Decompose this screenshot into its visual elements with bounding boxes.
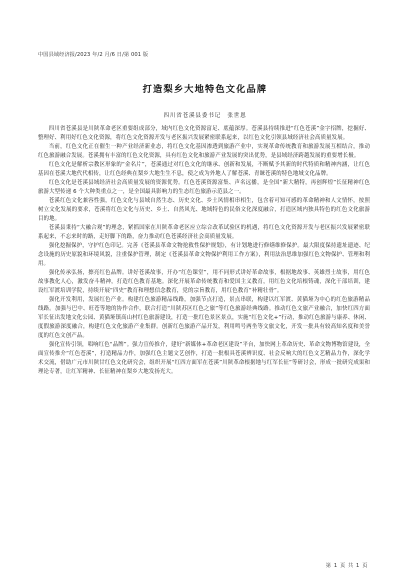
article-paragraph: 当前，红色文化正在催生一种产业经济新业态，将红色文化基因渗透到旅游产业中，实现革命传统教育和旅游发展互相结合，推动红色旅游融合发展。苍溪拥有丰富的红色文化资源，具有红色文化和旅游产业发展的突出优势，是县域经济跨越发展的重要增长极。 xyxy=(38,144,370,159)
article-paragraph: 强化传承弘扬，擦亮红色品牌。讲好苍溪故事，开办“红色课堂”，用不同形式讲好革命故事，根据地故事、英雄烈士故事，用红色故事教化人心，激发奋斗精神，打造红色教育基地。深化开展革命传统教育和爱国主义教育，用红色文化培根铸魂，深化干部培训，建设红军渡培训学院，持续开展“四史”教育和理想信念教育，党的宗旨教育，用红色教育“补精壮骨”。 xyxy=(38,270,370,294)
page-indicator: 第 1 页 共 1 页 xyxy=(325,563,368,569)
article-paragraph: 红色文化是苍溪县域经济社会高质量发展的资源优势。红色苍溪资源富集、声名远播，是全国“新大精特，再创辉煌”长征精神红色旅游大型传递 6 个大种类重点之一，是全国最具影响力的生态红色旅游示范县之一。 xyxy=(38,180,370,195)
article-paragraph: 强化挖掘保护，守护红色印记。完善《苍溪县革命文物抢救性保护规划》，有计划地进行修缮维修保护。最大限度保持遗址遗迹、纪念设施的历史原貌和环境风貌，注重保护管理，制定《苍溪县革命文物保护利用工作方案》，利用法治思维加强红色文物保护、管理和利用。 xyxy=(38,243,370,267)
article-paragraph: 苍溪红色文化兼容性强，红色文化与县域自然生态、历史文化、乡土风情相串相生，包含着可知可感的革命精神和人文情怀，按照树立文化发展的要求，苍溪将红色文化与历史、乡土、自然风光、地域特色的民俗文化深度融合，打造区域内独具特色的红色文化旅游目的地。 xyxy=(38,198,370,222)
article-byline: 四川省苍溪县委书记 张世恩 xyxy=(163,113,247,119)
article-paragraph: 苍溪县秉持“大融合观”的理念，紧抓国家在川陕革命老区应立综合改革试验区的机遇，将红色文化资源开发与老区振兴发展紧密联系起来，不忘来时的路，走好脚下的路，奋力推动红色苍溪经济社会高质量发展。 xyxy=(38,225,370,240)
article-title: 打造梨乡大地特色文化品牌 xyxy=(142,84,268,95)
article-paragraph: 强化宣传引领，唱响红色“品牌”。强力宣传推介，建好“新媒体+革命老区建设”平台，加快网上革命历史、革命文物博物馆建设，全面宣传推介“红色苍溪”，打造精品力作，加强红色主题文艺创作，打造一批根具苍溪辨识度、社会反响大的红色文艺精品力作，深化学术交流，借助广元市川陕甘红色文化研究会，组织开展“红四方面军在苍溪”川陕革命根据地与红军长征”等研讨会，形成一批研究成果和理论专著，让红军精神、长征精神在梨乡大地发扬光大。 xyxy=(38,342,370,375)
article-body xyxy=(38,125,370,548)
journal-header: 中国县域经济报/2023 年/2 月/6 日/第 001 版 xyxy=(38,52,149,58)
article-paragraph: 红色文化是解析宗教区形象的“金名片”，苍溪通过对红色文化的继承、创新和发展，不断赋予其新的时代特质和精神内涵，让红色基因在苍溪大地代代相传，让红色经典在梨乡大地生生不息，使之成为外地人了解苍溪、青睐苍溪的特色地域文化品牌。 xyxy=(38,162,370,177)
article-paragraph: 强化开发利用，发展红色产业。构建红色旅游精品线路，加强节点打造，景点串联，构建以红军渡、黄猫垭为中心的红色旅游精品线路。加强与巴中、旺苍等地的协作合作，联合打造“川陕苏区红色之旅”等红色旅游经典线路。推动红色文旅产业融合，加快红四方面军长征出发地文化公园、黄猫垭镇高山村红色旅游建设，打造一批红色景区景点，实施“红色文化+”行动，推动红色旅游与康养、休闲、度假旅游深度融合，构建红色文化旅游产业集群。创新红色旅游产品开发，利用鸣号两坐等文旅文化，开发一批具有较高知名度和美誉度的红色文创产品。 xyxy=(38,297,370,339)
article-paragraph: 四川省苍溪县是川陕革命老区重要组成部分，域内红色文化资源富足、底蕴深厚。苍溪县持续推进“红色苍溪”金字招牌，挖掘好、整理好、利用好红色文化资源，将红色文化资源开发与老区振兴发展紧密联系起来，以红色文化引领县域经济社会高质量发展。 xyxy=(38,126,370,141)
